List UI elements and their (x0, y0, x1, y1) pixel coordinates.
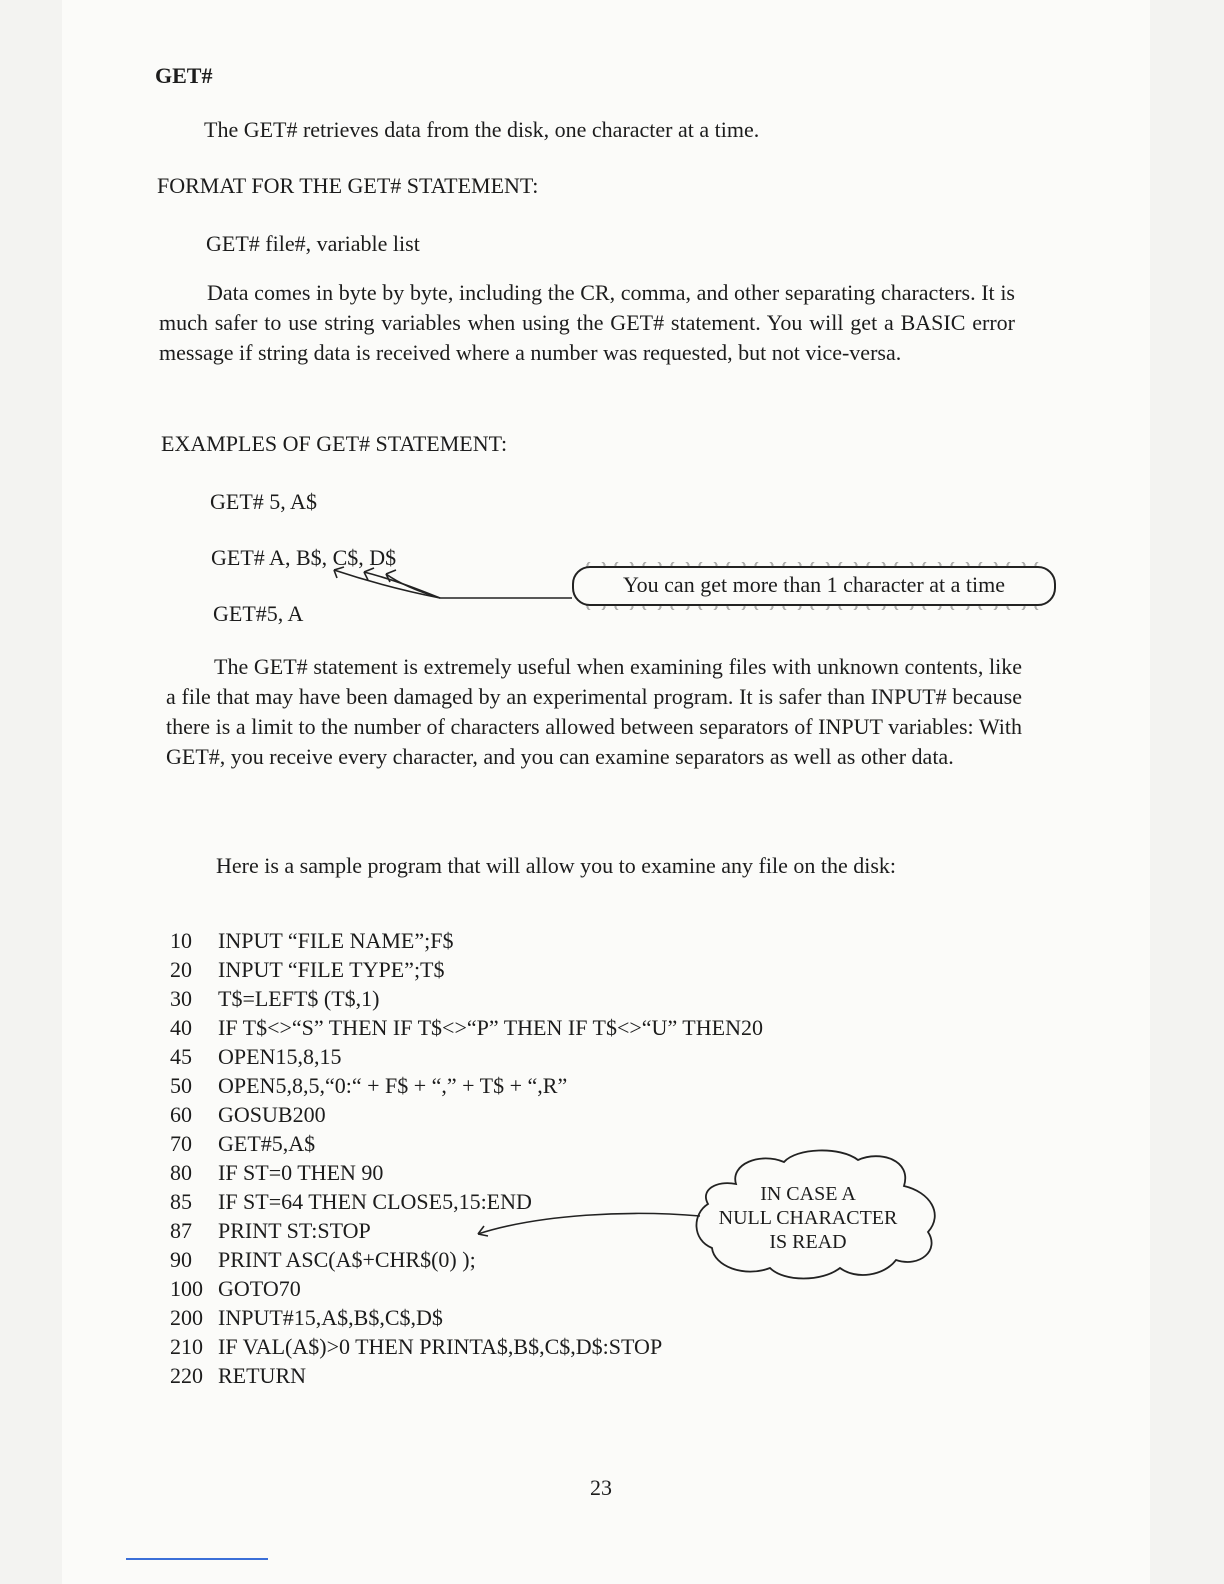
format-heading: FORMAT FOR THE GET# STATEMENT: (157, 173, 539, 198)
line-number: 70 (170, 1131, 192, 1156)
example-line: GET# A, B$, C$, D$ (211, 545, 397, 570)
line-code: INPUT “FILE NAME”;F$ (218, 928, 454, 953)
page-number: 23 (590, 1475, 612, 1500)
line-number: 45 (170, 1044, 192, 1069)
line-code: IF ST=0 THEN 90 (218, 1160, 384, 1185)
line-number: 100 (170, 1276, 203, 1301)
line-code: GET#5,A$ (218, 1131, 316, 1156)
useful-paragraph: The GET# statement is extremely useful when examining files with unknown contents, like a file that may have been damaged by an experimental program. It is safer than INPUT# because there is a limit to the number of characters allowed between separators of INPUT variables: With GET#, you receive every character, and you can examine separators as well as other data. (166, 654, 1022, 769)
null-callout-line: NULL CHARACTER (718, 1207, 898, 1229)
null-callout (700, 1182, 916, 1254)
null-callout-line: IS READ (769, 1231, 847, 1253)
line-number: 10 (170, 928, 192, 953)
line-code: GOSUB200 (218, 1102, 326, 1127)
examples-heading: EXAMPLES OF GET# STATEMENT: (161, 431, 508, 456)
arrow-lines (334, 567, 572, 598)
line-code: OPEN15,8,15 (218, 1044, 342, 1069)
null-callout-line: IN CASE A (760, 1183, 856, 1205)
line-number: 60 (170, 1102, 192, 1127)
line-code: GOTO70 (218, 1276, 301, 1301)
line-number: 220 (170, 1363, 203, 1388)
line-number: 40 (170, 1015, 192, 1040)
line-code: IF VAL(A$)>0 THEN PRINTA$,B$,C$,D$:STOP (218, 1334, 663, 1359)
line-code: INPUT#15,A$,B$,C$,D$ (218, 1305, 443, 1330)
line-code: INPUT “FILE TYPE”;T$ (218, 957, 445, 982)
callout-text: You can get more than 1 character at a time (622, 572, 1005, 597)
section-heading: GET# (155, 63, 213, 88)
line-number: 50 (170, 1073, 192, 1098)
arrow-line (364, 572, 440, 598)
line-code: IF ST=64 THEN CLOSE5,15:END (218, 1189, 532, 1214)
line-number: 90 (170, 1247, 192, 1272)
line-code: RETURN (218, 1363, 306, 1388)
line-number: 30 (170, 986, 192, 1011)
format-syntax: GET# file#, variable list (206, 231, 420, 256)
line-number: 87 (170, 1218, 192, 1243)
line-code: OPEN5,8,5,“0:“ + F$ + “,” + T$ + “,R” (218, 1073, 568, 1098)
line-number: 80 (170, 1160, 192, 1185)
example-line: GET#5, A (213, 601, 304, 626)
line-code: IF T$<>“S” THEN IF T$<>“P” THEN IF T$<>“U” THEN20 (218, 1015, 763, 1040)
line-code: PRINT ST:STOP (218, 1218, 371, 1243)
line-number: 210 (170, 1334, 203, 1359)
line-number: 85 (170, 1189, 192, 1214)
line-code: PRINT ASC(A$+CHR$(0) ); (218, 1247, 476, 1272)
footer-rule (126, 1558, 268, 1560)
data-paragraph: Data comes in byte by byte, including the CR, comma, and other separating characters. It is much safer to use string variables when using the GET# statement. You will get a BASIC error message if string data is received where a number was requested, but not vice-versa. (159, 280, 1015, 365)
line-number: 200 (170, 1305, 203, 1330)
line-number: 20 (170, 957, 192, 982)
line-code: T$=LEFT$ (T$,1) (218, 986, 380, 1011)
cloud-arrow (478, 1213, 700, 1234)
intro-text: The GET# retrieves data from the disk, one character at a time. (204, 117, 760, 142)
example-line: GET# 5, A$ (210, 489, 317, 514)
arrow-line (386, 574, 572, 598)
sample-intro: Here is a sample program that will allow you to examine any file on the disk: (216, 853, 896, 878)
